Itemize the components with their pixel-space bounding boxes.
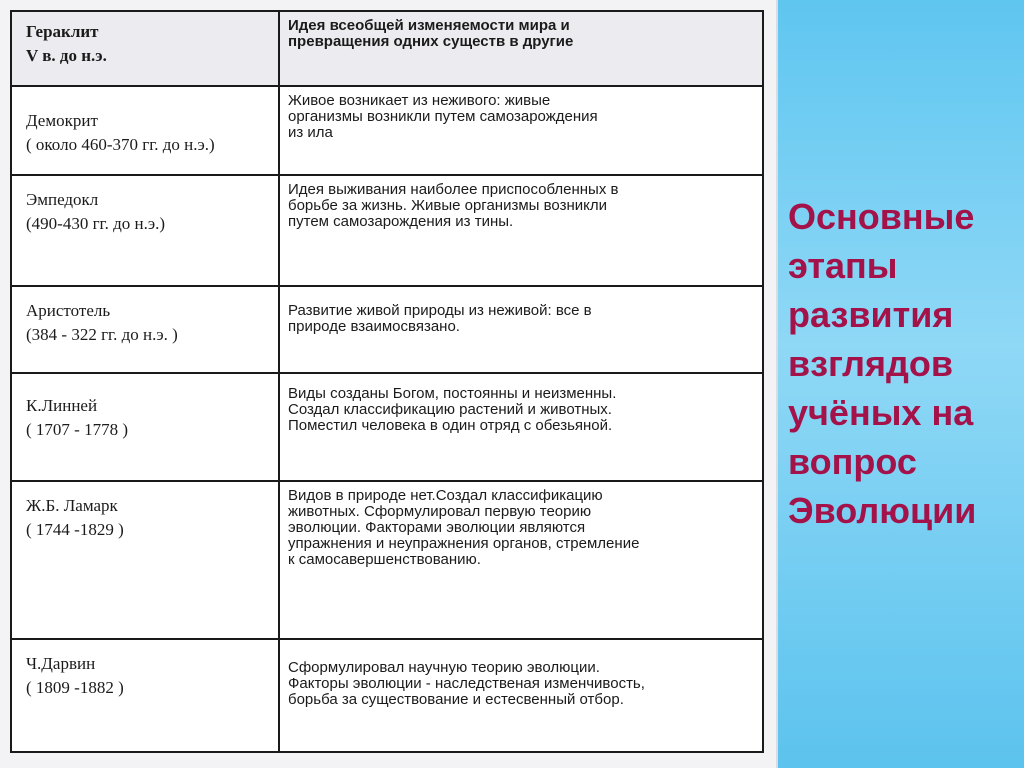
- scientist-name: Аристотель: [26, 301, 111, 320]
- idea-line: Идея всеобщей изменяемости мира и: [288, 17, 570, 34]
- table-row-linnaeus: [11, 373, 763, 481]
- scientist-years: (384 - 322 гг. до н.э. ): [26, 325, 178, 344]
- idea-line: Поместил человека в один отряд с обезьяной.: [288, 417, 613, 434]
- idea-line: путем самозарождения из тины.: [288, 213, 514, 230]
- slide-title-line: Эволюции: [788, 490, 977, 531]
- table-row-heraclitus: [11, 11, 763, 86]
- idea-line: Сформулировал научную теорию эволюции.: [288, 659, 600, 676]
- table-row-aristotle: [11, 286, 763, 373]
- idea-line: Идея выживания наиболее приспособленных в: [288, 181, 619, 198]
- idea-line: организмы возникли путем самозарождения: [288, 108, 598, 125]
- scientist-years: V в. до н.э.: [26, 46, 107, 65]
- scientist-years: ( 1744 -1829 ): [26, 520, 124, 539]
- idea-line: Виды созданы Богом, постоянны и неизменны.: [288, 385, 617, 402]
- scientist-cell: [11, 86, 279, 175]
- table-row-darwin: [11, 639, 763, 752]
- scientist-cell: [11, 373, 279, 481]
- scientist-name: К.Линней: [26, 396, 98, 415]
- idea-cell: [279, 175, 763, 286]
- idea-cell: [279, 286, 763, 373]
- scientist-name: Гераклит: [26, 22, 99, 41]
- scientist-name: Демокрит: [26, 111, 98, 130]
- evolution-stages-table: [10, 10, 764, 753]
- idea-line: Видов в природе нет.Создал классификацию: [288, 487, 603, 504]
- scientist-years: ( 1809 -1882 ): [26, 678, 124, 697]
- idea-cell: [279, 481, 763, 639]
- idea-cell: [279, 373, 763, 481]
- scientist-name: Эмпедокл: [26, 190, 99, 209]
- idea-cell: [279, 639, 763, 752]
- idea-line: Живое возникает из неживого: живые: [288, 92, 551, 109]
- idea-line: превращения одних существ в другие: [288, 33, 574, 50]
- idea-line: Факторы эволюции - наследственая изменчивость,: [288, 675, 645, 692]
- idea-line: борьбе за жизнь. Живые организмы возникли: [288, 197, 607, 214]
- table-row-lamarck: [11, 481, 763, 639]
- scientist-cell: [11, 11, 279, 86]
- scientist-years: ( 1707 - 1778 ): [26, 420, 128, 439]
- idea-cell: [279, 86, 763, 175]
- table-row-empedocles: [11, 175, 763, 286]
- idea-line: к самосавершенствованию.: [288, 551, 481, 568]
- idea-line: животных. Сформулировал первую теорию: [288, 503, 592, 520]
- slide-title-line: развития: [788, 294, 954, 335]
- idea-line: из ила: [288, 124, 333, 141]
- scientist-years: ( около 460-370 гг. до н.э.): [26, 135, 215, 154]
- idea-line: Развитие живой природы из неживой: все в: [288, 302, 592, 319]
- slide-title-line: Основные: [788, 196, 975, 237]
- idea-line: природе взаимосвязано.: [288, 318, 460, 335]
- idea-cell: [279, 11, 763, 86]
- idea-line: борьба за существование и естесвенный отбор.: [288, 691, 624, 708]
- slide-title-line: учёных на: [788, 392, 974, 433]
- slide-title-line: взглядов: [788, 343, 953, 384]
- scientist-cell: [11, 639, 279, 752]
- slide-title-line: вопрос: [788, 441, 917, 482]
- scientist-years: (490-430 гг. до н.э.): [26, 214, 166, 233]
- scientist-cell: [11, 286, 279, 373]
- idea-line: Создал классификацию растений и животных.: [288, 401, 612, 418]
- idea-line: эволюции. Факторами эволюции являются: [288, 519, 586, 536]
- scientist-name: Ч.Дарвин: [26, 654, 96, 673]
- scientist-cell: [11, 175, 279, 286]
- slide-title-line: этапы: [788, 245, 898, 286]
- slide-title: [788, 192, 1018, 535]
- idea-line: упражнения и неупражнения органов, стремление: [288, 535, 640, 552]
- scientist-cell: [11, 481, 279, 639]
- table-row-democritus: [11, 86, 763, 175]
- scientist-name: Ж.Б. Ламарк: [26, 496, 118, 515]
